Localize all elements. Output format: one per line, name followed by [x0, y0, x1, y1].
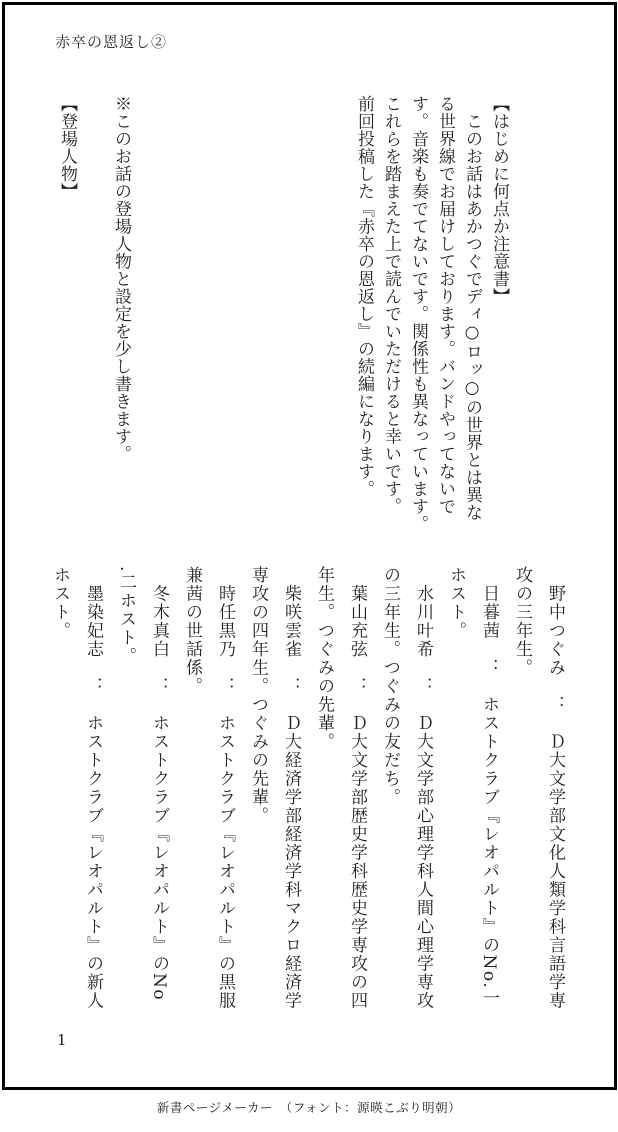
text-column: の三年生。つぐみの友だち。 [380, 566, 400, 807]
intro-block [53, 95, 512, 550]
text-column: 葉山充弦 ： Ｄ大文学部歴史学科歴史学専攻の四 [347, 566, 367, 1010]
text-column: 野中つぐみ ： Ｄ大文学部文化人類学科言語学専 [545, 566, 565, 1010]
characters-block [43, 566, 571, 1028]
text-column: ホスト。 [50, 566, 70, 640]
text-column: .二ホスト。 [116, 566, 136, 666]
text-column: 日暮茜 ： ホストクラブ『レオパルト』のNo.一 [479, 566, 499, 1008]
text-column: ホスト。 [446, 566, 466, 640]
text-column: これらを踏まえた上で読んでいただけると幸いです。 [381, 95, 401, 515]
text-column: 前回投稿した『赤卒の恩返し』の続編になります。 [354, 95, 374, 498]
text-column [296, 95, 323, 550]
text-column: 攻の三年生。 [512, 566, 532, 677]
text-column [188, 95, 215, 550]
text-column [269, 95, 296, 550]
text-column: 兼茜の世話係。 [182, 566, 202, 696]
text-column [215, 95, 242, 550]
page-title: 赤卒の恩返し② [55, 33, 168, 51]
text-column: す。音楽も奏でてないです。関係性も異なっています。 [408, 95, 428, 533]
text-column: 年生。つぐみの先輩。 [314, 566, 334, 751]
text-column [80, 95, 107, 550]
text-column [161, 95, 188, 550]
text-column: 専攻の四年生。つぐみの先輩。 [248, 566, 268, 825]
text-column [242, 95, 269, 550]
text-column: このお話はあかつぐでディ○ロッ○の世界とは異な [462, 95, 482, 521]
text-column: る世界線でお届けしております。バンドやってないで [435, 95, 455, 515]
page-number: 1 [57, 1031, 67, 1049]
text-column: 時任黒乃 ： ホストクラブ『レオパルト』の黒服 [215, 566, 235, 1010]
text-column [323, 95, 350, 550]
text-column: 柴咲雲雀 ： Ｄ大経済学部経済学科マクロ経済学 [281, 566, 301, 1010]
text-column: 墨染妃志 ： ホストクラブ『レオパルト』の新人 [83, 566, 103, 1010]
footer-credit: 新書ページメーカー （フォント：源暎こぶり明朝） [156, 1100, 462, 1115]
text-column [134, 95, 161, 550]
text-column: 水川叶希 ： Ｄ大文学部心理学科人間心理学専攻 [413, 566, 433, 1010]
text-column: 冬木真白 ： ホストクラブ『レオパルト』のNo [149, 566, 169, 1002]
text-column: ※このお話の登場人物と設定を少し書きます。 [111, 95, 131, 463]
text-column: 【はじめに何点か注意書】 [489, 95, 509, 305]
text-column: 【登場人物】 [57, 95, 77, 200]
